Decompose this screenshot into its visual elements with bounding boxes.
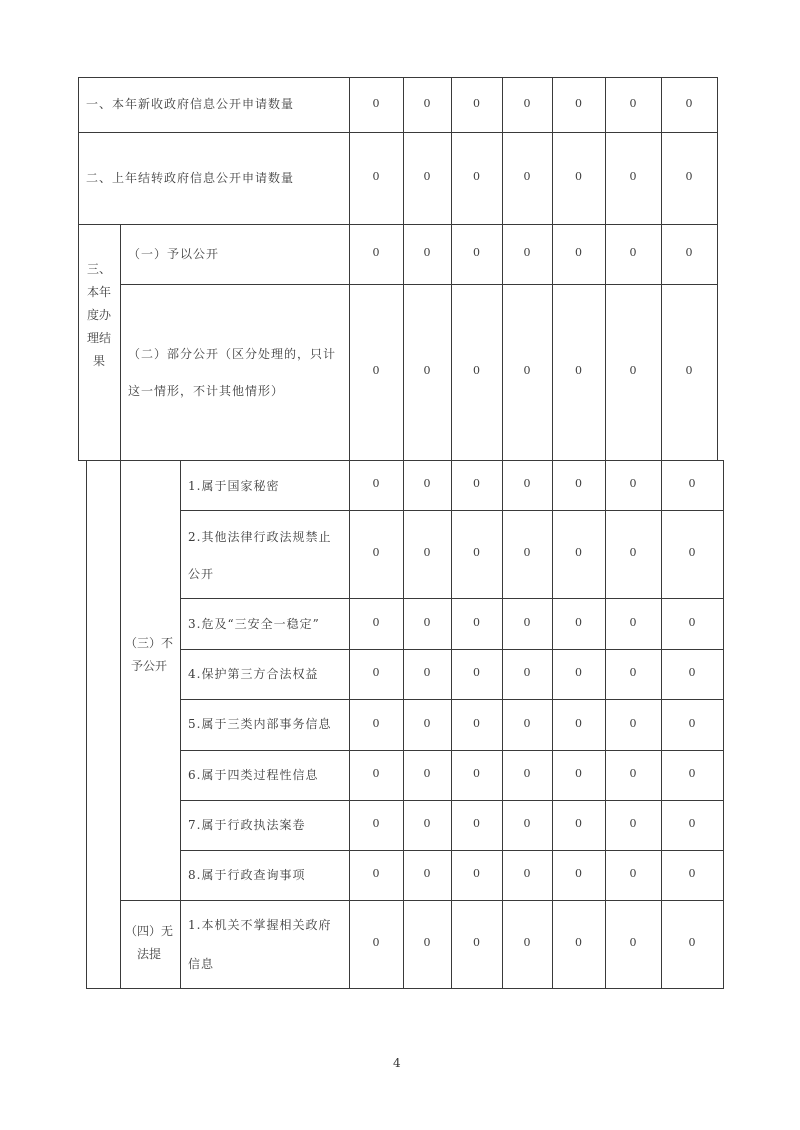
value-text: 0 — [575, 867, 582, 880]
deny-item-3-label: 3.危及“三安全一稳定” — [188, 617, 320, 631]
value-text: 0 — [372, 615, 380, 629]
row-partial-label-line1: （二）部分公开（区分处理的，只计 — [128, 347, 337, 361]
unable-group-label: （四）无法提 — [124, 924, 173, 961]
value-text: 0 — [423, 767, 431, 780]
deny-item-7-label: 7.属于行政执法案卷 — [188, 818, 306, 832]
deny-item-8-label: 8.属于行政查询事项 — [188, 868, 306, 882]
deny-group-label: （三）不予公开 — [124, 636, 173, 673]
value-text: 0 — [523, 364, 531, 377]
deny-group-label-cell — [120, 460, 181, 901]
value-text: 0 — [523, 546, 531, 559]
value-text: 0 — [629, 546, 637, 559]
value-text: 0 — [473, 96, 480, 110]
value-text: 0 — [629, 666, 637, 679]
value-text: 0 — [423, 246, 431, 259]
value-text: 0 — [688, 666, 696, 679]
value-text: 0 — [423, 936, 431, 949]
value-text: 0 — [423, 170, 431, 183]
value-text: 0 — [423, 817, 431, 830]
value-text: 0 — [523, 477, 531, 490]
section3-continuation-cell — [86, 460, 121, 989]
section3-label: 三、本年度办理结果 — [86, 262, 111, 368]
value-text: 0 — [688, 615, 696, 629]
deny-item-2-label-line1: 2.其他法律行政法规禁止 — [188, 530, 332, 544]
value-text: 0 — [685, 364, 693, 377]
value-text: 0 — [575, 936, 582, 949]
value-text: 0 — [473, 246, 480, 259]
value-text: 0 — [575, 96, 582, 110]
value-text: 0 — [473, 615, 480, 629]
value-text: 0 — [575, 546, 582, 559]
value-text: 0 — [629, 364, 637, 377]
unable-item-1-cell — [180, 900, 350, 989]
unable-item-1-label-line1: 1.本机关不掌握相关政府 — [188, 918, 332, 932]
value-text: 0 — [629, 170, 637, 183]
value-text: 0 — [523, 666, 531, 679]
value-text: 0 — [575, 817, 582, 830]
value-text: 0 — [372, 364, 380, 377]
value-text: 0 — [423, 867, 431, 880]
value-text: 0 — [372, 716, 380, 730]
deny-item-6-label: 6.属于四类过程性信息 — [188, 768, 319, 782]
value-text: 0 — [575, 477, 582, 490]
row-carried-label: 二、上年结转政府信息公开申请数量 — [86, 171, 295, 185]
value-text: 0 — [575, 666, 582, 679]
value-text: 0 — [629, 767, 637, 780]
value-text: 0 — [688, 936, 696, 949]
value-text: 0 — [423, 546, 431, 559]
value-text: 0 — [523, 767, 531, 780]
value-text: 0 — [688, 546, 696, 559]
row-partial-label-cell — [120, 284, 350, 461]
value-text: 0 — [629, 615, 637, 629]
value-text: 0 — [575, 767, 582, 780]
value-text: 0 — [575, 615, 582, 629]
value-text: 0 — [423, 364, 431, 377]
value-text: 0 — [685, 170, 693, 183]
value-text: 0 — [688, 477, 696, 490]
value-text: 0 — [423, 716, 431, 730]
value-text: 0 — [473, 867, 480, 880]
value-text: 0 — [473, 936, 480, 949]
value-text: 0 — [372, 546, 380, 559]
value-text: 0 — [688, 716, 696, 730]
row-grant-label: （一）予以公开 — [128, 247, 220, 261]
value-text: 0 — [473, 477, 480, 490]
deny-item-4-label: 4.保护第三方合法权益 — [188, 667, 319, 681]
value-text: 0 — [629, 477, 637, 490]
value-text: 0 — [372, 246, 380, 259]
row-partial-label-line2: 这一情形，不计其他情形） — [128, 384, 285, 398]
value-text: 0 — [523, 867, 531, 880]
value-text: 0 — [688, 817, 696, 830]
value-text: 0 — [473, 546, 480, 559]
value-text: 0 — [372, 867, 380, 880]
value-text: 0 — [473, 364, 480, 377]
page-number: 4 — [393, 1056, 401, 1070]
value-text: 0 — [372, 477, 380, 490]
value-text: 0 — [523, 817, 531, 830]
value-text: 0 — [575, 170, 582, 183]
value-text: 0 — [473, 817, 480, 830]
value-text: 0 — [473, 767, 480, 780]
value-text: 0 — [372, 936, 380, 949]
deny-item-2-cell — [180, 510, 350, 599]
unable-item-1-label-line2: 信息 — [188, 957, 215, 971]
value-text: 0 — [423, 666, 431, 679]
value-text: 0 — [372, 170, 380, 183]
value-text: 0 — [629, 246, 637, 259]
value-text: 0 — [575, 246, 582, 259]
value-text: 0 — [423, 615, 431, 629]
value-text: 0 — [523, 96, 531, 110]
value-text: 0 — [523, 615, 531, 629]
value-text: 0 — [688, 767, 696, 780]
value-text: 0 — [523, 170, 531, 183]
value-text: 0 — [473, 170, 480, 183]
value-text: 0 — [688, 867, 696, 880]
value-text: 0 — [629, 817, 637, 830]
value-text: 0 — [372, 666, 380, 679]
deny-item-5-label: 5.属于三类内部事务信息 — [188, 717, 332, 731]
value-text: 0 — [685, 96, 693, 110]
value-text: 0 — [523, 716, 531, 730]
value-text: 0 — [372, 817, 380, 830]
value-text: 0 — [372, 767, 380, 780]
value-text: 0 — [523, 936, 531, 949]
value-text: 0 — [523, 246, 531, 259]
value-text: 0 — [629, 867, 637, 880]
value-text: 0 — [575, 716, 582, 730]
value-text: 0 — [423, 477, 431, 490]
value-text: 0 — [629, 96, 637, 110]
row-new-label: 一、本年新收政府信息公开申请数量 — [86, 97, 295, 111]
value-text: 0 — [629, 716, 637, 730]
deny-item-1-label: 1.属于国家秘密 — [188, 479, 280, 493]
value-text: 0 — [473, 666, 480, 679]
value-text: 0 — [629, 936, 637, 949]
value-text: 0 — [685, 246, 693, 259]
value-text: 0 — [575, 364, 582, 377]
value-text: 0 — [423, 96, 431, 110]
value-text: 0 — [372, 96, 380, 110]
value-text: 0 — [473, 716, 480, 730]
deny-item-2-label-line2: 公开 — [188, 567, 215, 581]
